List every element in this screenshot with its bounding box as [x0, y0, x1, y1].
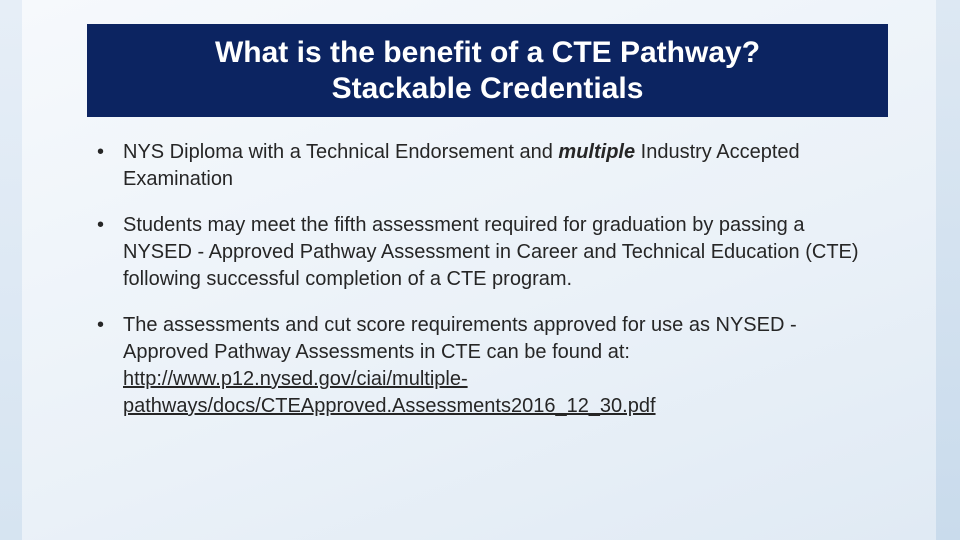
link-text-line-2[interactable]: pathways/docs/CTEApproved.Assessments2016_12_30.pdf: [123, 395, 656, 417]
right-side-panel: [936, 0, 960, 540]
bullet-item-diploma: [97, 139, 877, 193]
link-text-line-1[interactable]: http://www.p12.nysed.gov/ciai/multiple-: [123, 368, 468, 390]
assessments-pdf-link[interactable]: [123, 368, 656, 417]
bullet-item-assessments-link: [97, 312, 877, 420]
bullet-list: [97, 139, 877, 439]
bullet-icon: •: [97, 141, 105, 163]
bullet-text-before: NYS Diploma with a Technical Endorsement and: [123, 141, 559, 163]
bullet-text-after: Industry Accepted Examination: [123, 141, 800, 190]
bullet-icon: •: [97, 314, 105, 336]
slide-title-band: [87, 24, 888, 117]
bullet-text: Students may meet the fifth assessment required for graduation by passing a NYSED - Approved Pathway Assessment in Career and Technical Education (CTE) following successful completion of a CTE program.: [123, 214, 859, 290]
left-side-panel: [0, 0, 22, 540]
bullet-icon: •: [97, 214, 105, 236]
bullet-text-emphasis: multiple: [558, 141, 636, 163]
bullet-item-fifth-assessment: [97, 212, 877, 293]
slide-title-line-2: Stackable Credentials: [331, 71, 644, 105]
slide-title-line-1: What is the benefit of a CTE Pathway?: [214, 35, 761, 69]
bullet-text: The assessments and cut score requirements approved for use as NYSED - Approved Pathway Assessments in CTE can be found at:: [123, 314, 797, 363]
